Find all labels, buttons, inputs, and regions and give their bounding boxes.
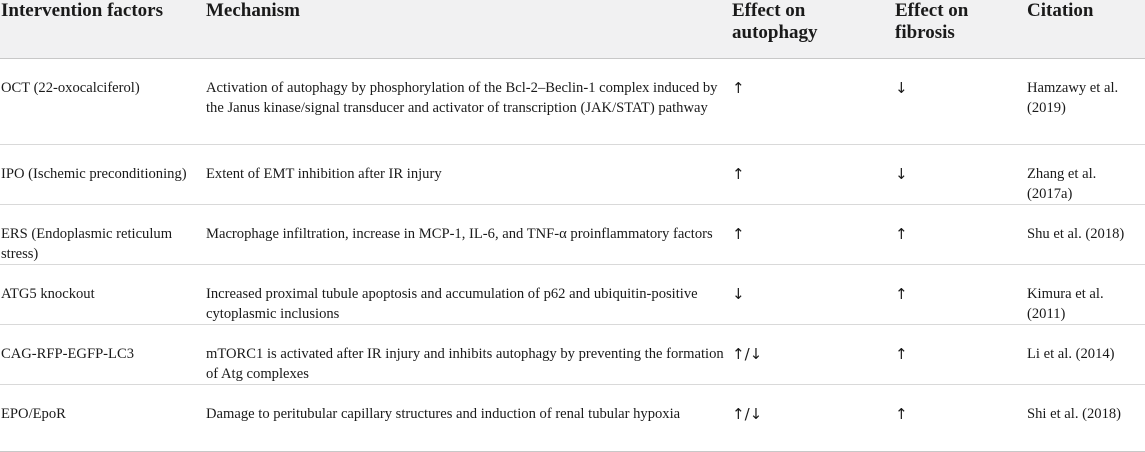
header-mechanism: Mechanism	[206, 0, 732, 58]
cell-mechanism: Increased proximal tubule apoptosis and accumulation of p62 and ubiquitin-positive cytoplasmic inclusions	[206, 285, 698, 322]
cell-intervention: IPO (Ischemic preconditioning)	[1, 165, 187, 182]
header-fibrosis: Effect on fibrosis	[895, 0, 1027, 58]
cell-autophagy-effect: ↓	[732, 284, 745, 303]
cell-intervention: ERS (Endoplasmic reticulum stress)	[1, 225, 173, 262]
header-intervention: Intervention factors	[0, 0, 206, 58]
table-row	[0, 324, 1145, 384]
table-row	[0, 204, 1145, 264]
cell-intervention: ATG5 knockout	[1, 285, 95, 302]
header-citation: Citation	[1027, 0, 1145, 58]
table-row	[0, 58, 1145, 144]
cell-intervention: OCT (22-oxocalciferol)	[1, 79, 140, 96]
cell-autophagy-effect: ↑/↓	[732, 344, 763, 363]
table-row	[0, 264, 1145, 324]
cell-fibrosis-effect: ↑	[895, 284, 908, 303]
cell-autophagy-effect: ↑/↓	[732, 404, 763, 423]
cell-intervention: CAG-RFP-EGFP-LC3	[1, 345, 134, 362]
cell-citation: Shi et al. (2018)	[1027, 405, 1122, 422]
cell-citation: Kimura et al. (2011)	[1027, 285, 1104, 322]
cell-citation: Hamzawy et al. (2019)	[1027, 79, 1119, 116]
cell-mechanism: Macrophage infiltration, increase in MCP-1, IL-6, and TNF-α proinflammatory factors	[206, 225, 713, 242]
table-header-row	[0, 0, 1145, 58]
cell-fibrosis-effect: ↑	[895, 344, 908, 363]
cell-mechanism: Extent of EMT inhibition after IR injury	[206, 165, 442, 182]
cell-fibrosis-effect: ↓	[895, 78, 908, 97]
cell-fibrosis-effect: ↑	[895, 224, 908, 243]
cell-citation: Li et al. (2014)	[1027, 345, 1115, 362]
cell-citation: Shu et al. (2018)	[1027, 225, 1125, 242]
cell-fibrosis-effect: ↓	[895, 164, 908, 183]
cell-fibrosis-effect: ↑	[895, 404, 908, 423]
cell-mechanism: Damage to peritubular capillary structures and induction of renal tubular hypoxia	[206, 405, 681, 422]
table-row	[0, 384, 1145, 451]
cell-citation: Zhang et al. (2017a)	[1027, 165, 1097, 202]
cell-autophagy-effect: ↑	[732, 78, 745, 97]
table-row	[0, 144, 1145, 204]
cell-mechanism: mTORC1 is activated after IR injury and inhibits autophagy by preventing the formation of Atg complexes	[206, 345, 724, 382]
cell-intervention: EPO/EpoR	[1, 405, 66, 422]
cell-mechanism: Activation of autophagy by phosphorylation of the Bcl-2–Beclin-1 complex induced by the Janus kinase/signal transducer and activator of transcription (JAK/STAT) pathway	[206, 79, 718, 116]
header-autophagy: Effect on autophagy	[732, 0, 895, 58]
cell-autophagy-effect: ↑	[732, 224, 745, 243]
cell-autophagy-effect: ↑	[732, 164, 745, 183]
